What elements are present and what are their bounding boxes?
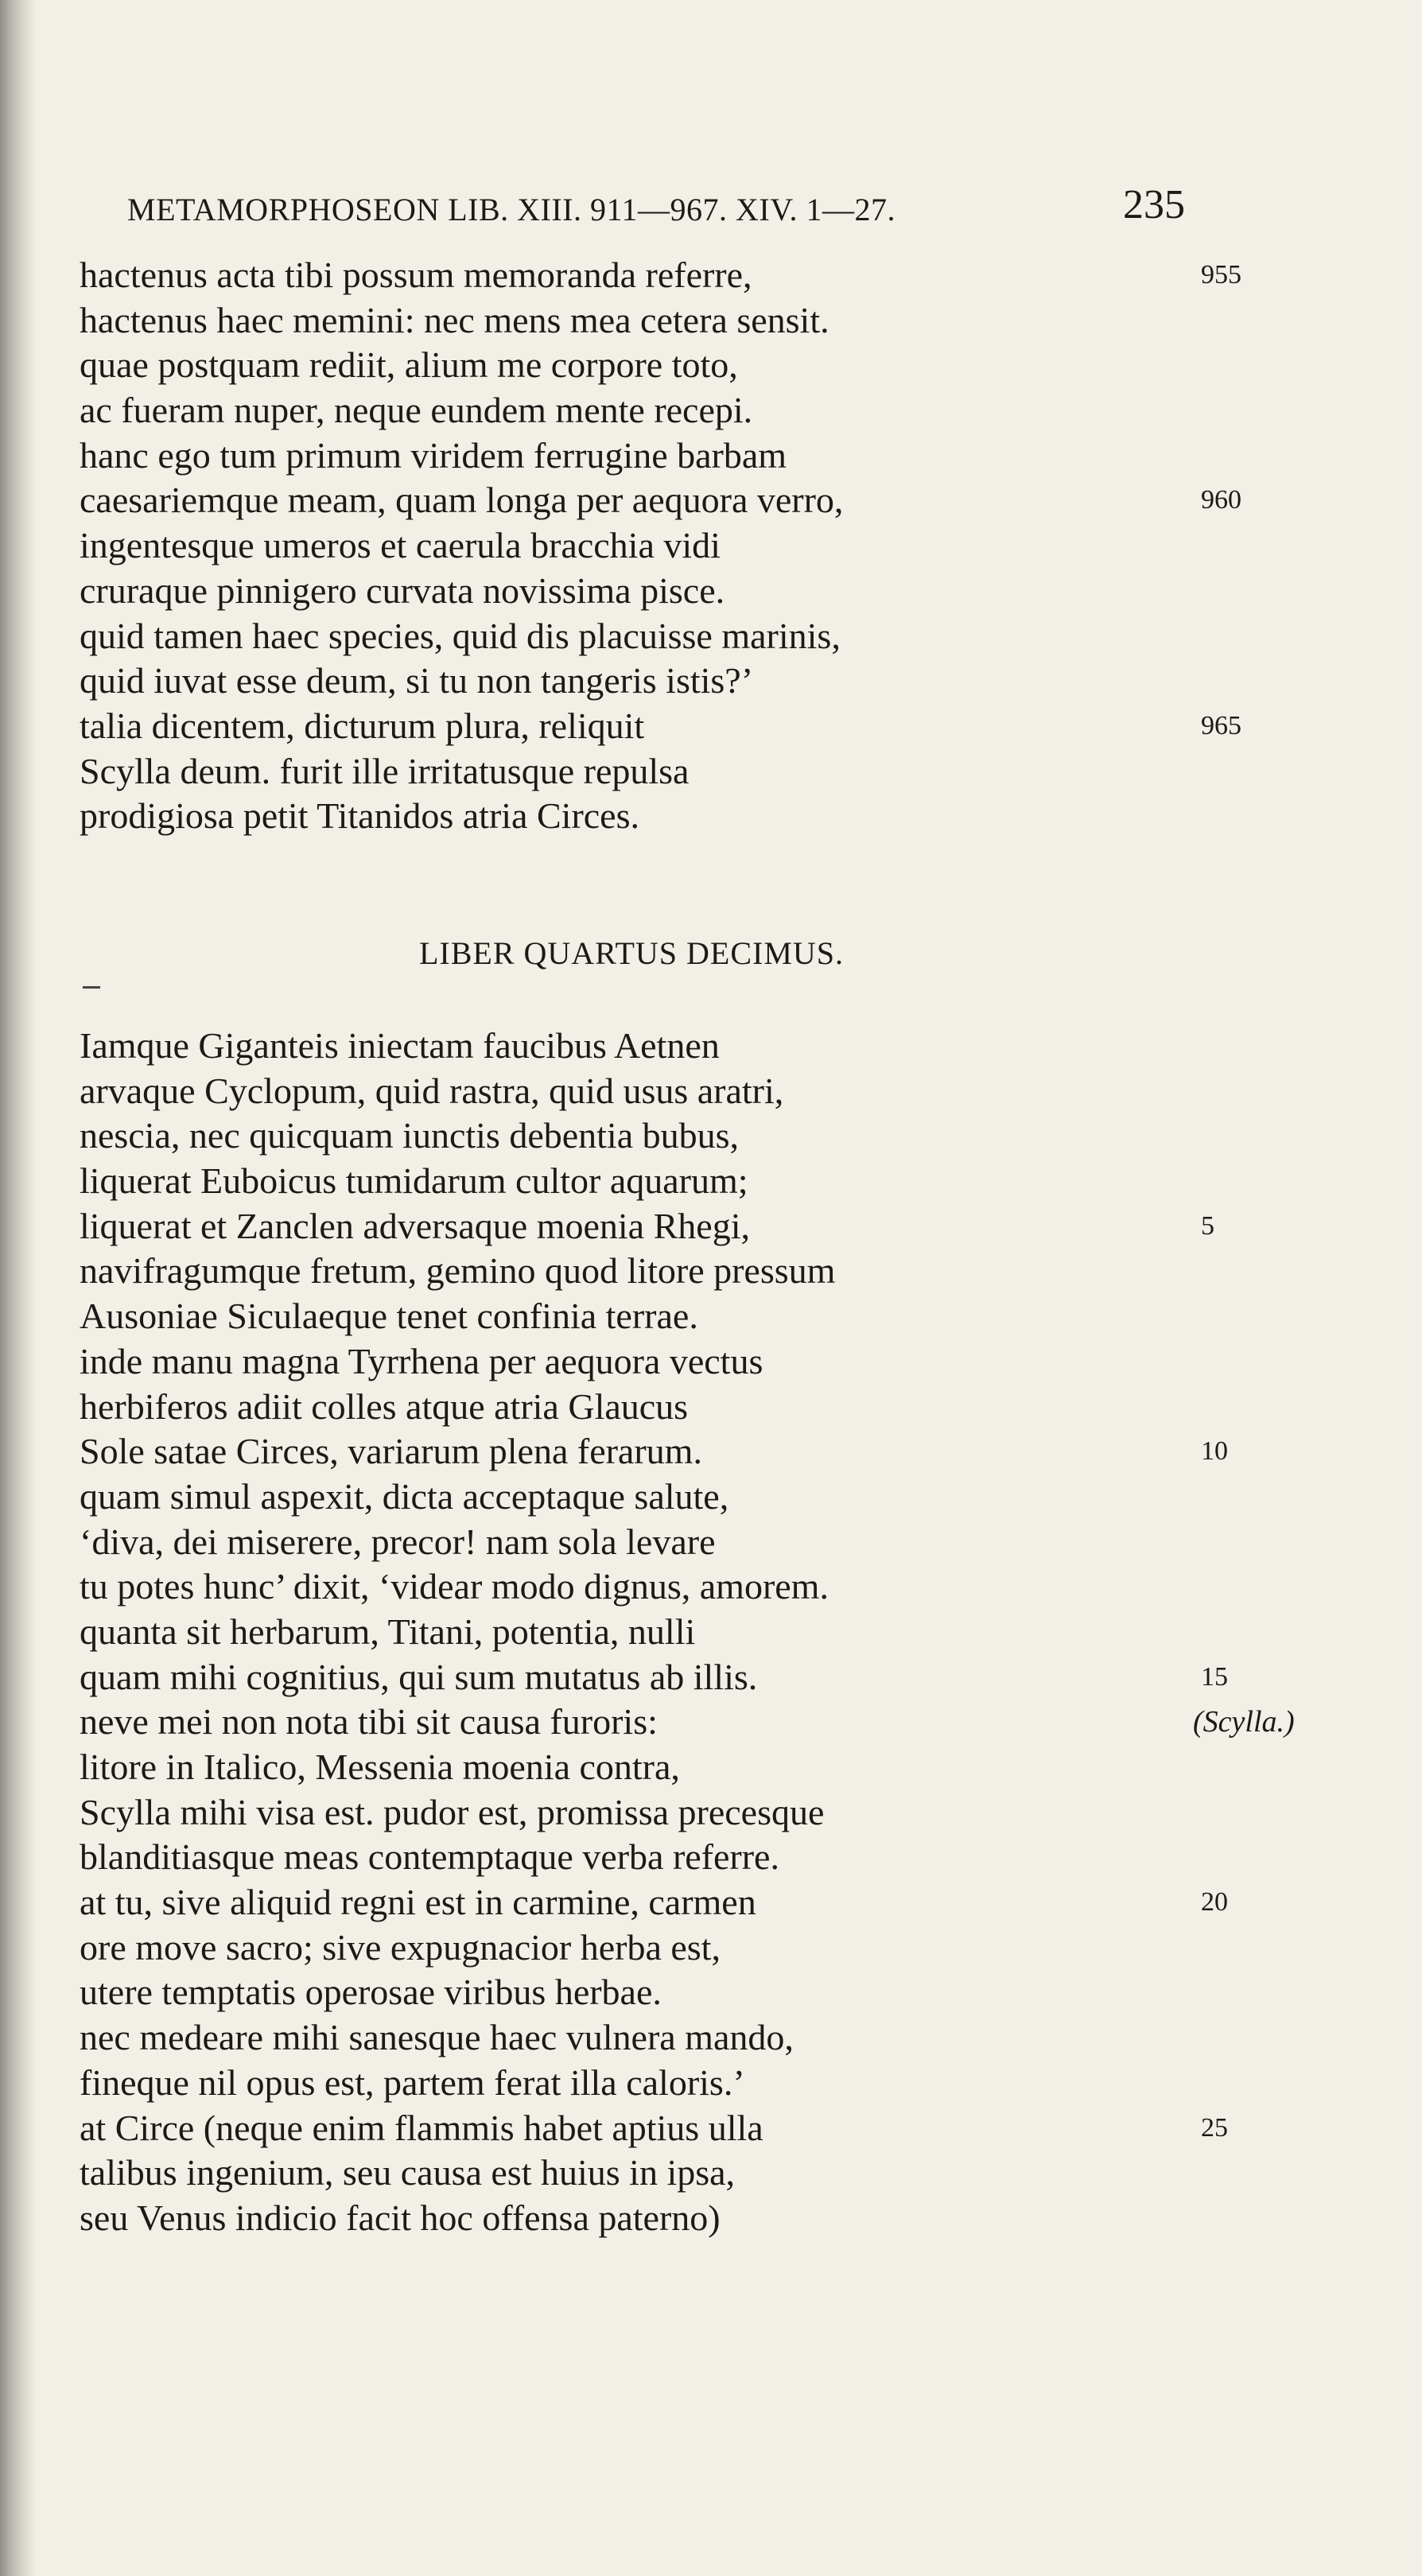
- marginal-note: (Scylla.): [1193, 1705, 1295, 1739]
- verse-line: [80, 1474, 1272, 1520]
- verse-text: blanditiasque meas contemptaque verba referre.: [80, 1836, 779, 1878]
- verse-line: [80, 2106, 1272, 2151]
- verse-line: [80, 1790, 1272, 1836]
- verse-line: [80, 343, 1272, 388]
- verse-line: [80, 1880, 1272, 1925]
- verse-line: [80, 659, 1272, 704]
- book-14-verses: [80, 1024, 1295, 2241]
- verse-line: [80, 569, 1272, 614]
- verse-line: [80, 1564, 1272, 1610]
- verse-text: quanta sit herbarum, Titani, potentia, nulli: [80, 1610, 696, 1652]
- verse-text: talibus ingenium, seu causa est huius in ipsa,: [80, 2152, 736, 2193]
- verse-text: arvaque Cyclopum, quid rastra, quid usus aratri,: [80, 1070, 784, 1111]
- verse-line: [80, 298, 1272, 344]
- verse-text: Scylla deum. furit ille irritatusque repulsa: [80, 750, 690, 791]
- verse-line: [80, 794, 1272, 839]
- verse-line: [80, 2061, 1272, 2106]
- verse-line: [80, 253, 1272, 298]
- line-number: 5: [1201, 1210, 1214, 1241]
- verse-line: [80, 1204, 1272, 1249]
- verse-text: prodigiosa petit Titanidos atria Circes.: [80, 795, 639, 837]
- verse-line: [80, 1024, 1272, 1069]
- verse-text: ore move sacro; sive expugnacior herba est,: [80, 1926, 721, 1968]
- verse-text: tu potes hunc’ dixit, ‘videar modo dignus, amorem.: [80, 1566, 829, 1607]
- verse-text: navifragumque fretum, gemino quod litore pressum: [80, 1250, 836, 1292]
- verse-text: litore in Italico, Messenia moenia contra,: [80, 1746, 680, 1787]
- verse-text: hanc ego tum primum viridem ferrugine barbam: [80, 434, 787, 476]
- verse-line: [80, 1294, 1272, 1339]
- verse-line: [80, 1925, 1272, 1971]
- verse-line: [80, 1970, 1272, 2015]
- verse-line: [80, 1385, 1272, 1430]
- verse-line: [80, 1835, 1272, 1880]
- verse-line: [80, 2151, 1272, 2196]
- verse-line: [80, 478, 1272, 523]
- line-number: 15: [1201, 1661, 1228, 1692]
- verse-text: liquerat Euboicus tumidarum cultor aquarum;: [80, 1160, 748, 1202]
- verse-line: [80, 433, 1272, 479]
- verse-line: [80, 1610, 1272, 1655]
- heading-dash: [83, 986, 100, 989]
- verse-line: [80, 1113, 1272, 1159]
- book-13-verses: [80, 253, 1272, 839]
- verse-line: [80, 523, 1272, 569]
- verse-line: [80, 749, 1272, 795]
- verse-line: [80, 1745, 1272, 1790]
- verse-text: inde manu magna Tyrrhena per aequora vectus: [80, 1340, 763, 1381]
- line-number: 25: [1201, 2112, 1228, 2143]
- verse-line: [80, 614, 1272, 659]
- verse-text: neve mei non nota tibi sit causa furoris:: [80, 1701, 658, 1743]
- verse-line: [80, 1249, 1272, 1294]
- verse-text: quam simul aspexit, dicta acceptaque salute,: [80, 1475, 729, 1517]
- verse-line: [80, 704, 1272, 749]
- verse-line: [80, 388, 1272, 433]
- verse-text: utere temptatis operosae viribus herbae.: [80, 1972, 662, 2013]
- verse-text: ‘diva, dei miserere, precor! nam sola levare: [80, 1521, 716, 1562]
- verse-text: Sole satae Circes, variarum plena ferarum.: [80, 1431, 702, 1472]
- line-number: 965: [1201, 710, 1241, 740]
- verse-text: fineque nil opus est, partem ferat illa caloris.’: [80, 2061, 745, 2103]
- verse-text: quae postquam rediit, alium me corpore toto,: [80, 344, 738, 386]
- verse-text: Iamque Giganteis iniectam faucibus Aetnen: [80, 1025, 720, 1066]
- verse-text: ingentesque umeros et caerula bracchia vidi: [80, 525, 721, 566]
- verse-line: [80, 1069, 1272, 1114]
- page-number: 235: [1123, 182, 1185, 227]
- verse-line: [80, 2196, 1272, 2241]
- verse-text: caesariemque meam, quam longa per aequora verro,: [80, 480, 844, 521]
- verse-text: Ausoniae Siculaeque tenet confinia terrae.: [80, 1296, 698, 1337]
- verse-text: nescia, nec quicquam iunctis debentia bubus,: [80, 1115, 740, 1156]
- line-number: 20: [1201, 1887, 1228, 1917]
- verse-text: herbiferos adiit colles atque atria Glaucus: [80, 1385, 689, 1427]
- verse-line: [80, 1159, 1272, 1204]
- verse-text: quam mihi cognitius, qui sum mutatus ab illis.: [80, 1656, 758, 1697]
- running-head: [127, 181, 1185, 237]
- verse-text: Scylla mihi visa est. pudor est, promissa precesque: [80, 1791, 825, 1832]
- verse-text: cruraque pinnigero curvata novissima pisce.: [80, 569, 725, 611]
- running-head-title: METAMORPHOSEON LIB. XIII. 911—967. XIV. 1—27.: [127, 192, 896, 227]
- verse-text: ac fueram nuper, neque eundem mente recepi.: [80, 390, 753, 431]
- verse-text: seu Venus indicio facit hoc offensa paterno): [80, 2197, 721, 2238]
- line-number: 955: [1201, 260, 1241, 289]
- verse-line: [80, 2015, 1272, 2061]
- verse-line: [80, 1700, 1295, 1745]
- verse-text: hactenus acta tibi possum memoranda referre,: [80, 254, 752, 295]
- verse-line: [80, 1339, 1272, 1385]
- book-14-heading: [0, 934, 1263, 972]
- line-number: 960: [1201, 485, 1241, 515]
- line-number: 10: [1201, 1436, 1228, 1467]
- verse-text: nec medeare mihi sanesque haec vulnera mando,: [80, 2017, 794, 2058]
- verse-text: at tu, sive aliquid regni est in carmine, carmen: [80, 1882, 756, 1923]
- book-14-heading-text: LIBER QUARTUS DECIMUS.: [418, 935, 845, 971]
- verse-text: quid iuvat esse deum, si tu non tangeris istis?’: [80, 660, 754, 701]
- verse-text: at Circe (neque enim flammis habet aptius ulla: [80, 2107, 763, 2148]
- verse-text: hactenus haec memini: nec mens mea cetera sensit.: [80, 299, 830, 340]
- verse-text: liquerat et Zanclen adversaque moenia Rhegi,: [80, 1205, 750, 1246]
- verse-text: quid tamen haec species, quid dis placuisse marinis,: [80, 615, 841, 656]
- verse-line: [80, 1429, 1272, 1474]
- verse-line: [80, 1655, 1272, 1700]
- verse-line: [80, 1520, 1272, 1565]
- verse-text: talia dicentem, dicturum plura, reliquit: [80, 705, 645, 746]
